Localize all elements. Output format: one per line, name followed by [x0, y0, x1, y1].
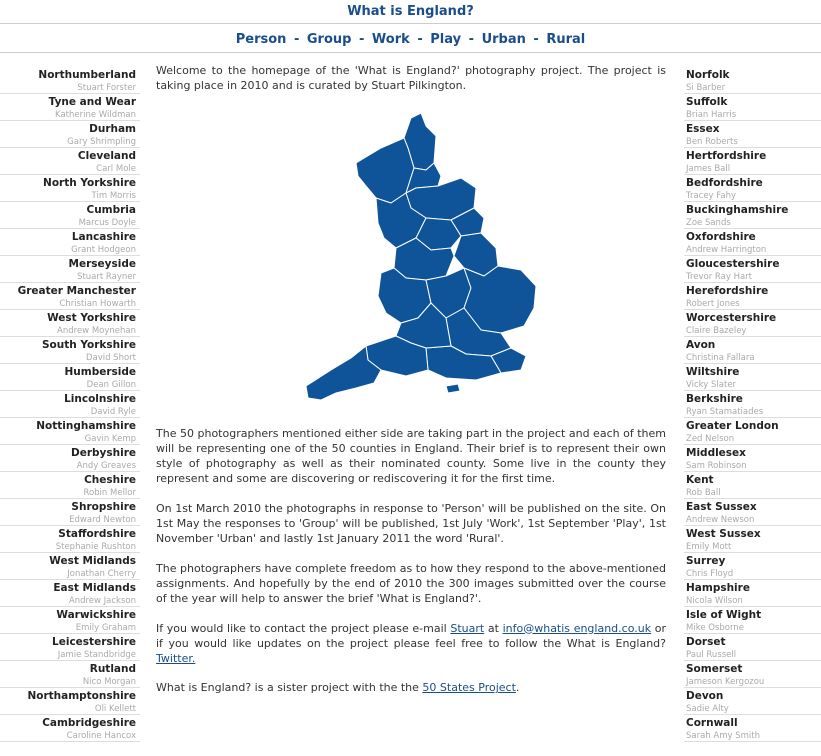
photographer-name: Andrew Newson	[686, 515, 755, 525]
email-link[interactable]: info@whatis england.co.uk	[502, 621, 652, 635]
county-list-item	[0, 202, 140, 229]
photographer-name: Caroline Hancox	[66, 731, 136, 741]
photographer-name: Stuart Rayner	[77, 272, 136, 282]
county-link[interactable]: Somerset	[686, 663, 743, 675]
county-link[interactable]: Norfolk	[686, 69, 730, 81]
county-link[interactable]: West Midlands	[49, 555, 136, 567]
county-link[interactable]: West Yorkshire	[47, 312, 136, 324]
nav-group[interactable]: Group	[306, 32, 352, 47]
county-link[interactable]: East Sussex	[686, 501, 757, 513]
county-link[interactable]: Warwickshire	[56, 609, 136, 621]
county-link[interactable]: Leicestershire	[52, 636, 136, 648]
body-paragraph-1: The 50 photographers mentioned either side are taking part in the project and each of them will be representing one of the 50 counties in England. Their brief is to represent their own style of photography as well as their nominated county. Some live in the county they represent and some are discovering or rediscovering it for the first time.	[156, 426, 666, 486]
photographer-name: Christina Fallara	[686, 353, 755, 363]
nav-separator: -	[358, 32, 365, 47]
county-link[interactable]: Northumberland	[38, 69, 136, 81]
county-link[interactable]: Staffordshire	[58, 528, 136, 540]
contact-text-a: If you would like to contact the project please e-mail	[156, 621, 451, 635]
county-list-item	[0, 499, 140, 526]
photographer-name: Gary Shrimpling	[67, 137, 136, 147]
fifty-states-link[interactable]: 50 States Project	[422, 681, 516, 695]
photographer-name: Andy Greaves	[76, 461, 136, 471]
county-link[interactable]: East Midlands	[53, 582, 136, 594]
county-link[interactable]: Cornwall	[686, 717, 738, 729]
county-link[interactable]: Rutland	[89, 663, 136, 675]
county-list-item	[0, 229, 140, 256]
county-list-item	[0, 634, 140, 661]
county-link[interactable]: Merseyside	[68, 258, 136, 270]
county-list-item	[0, 661, 140, 688]
county-list-item	[0, 310, 140, 337]
county-list-item	[684, 391, 821, 418]
county-list-item	[0, 418, 140, 445]
photographer-name: Andrew Harrington	[686, 245, 767, 255]
nav-play[interactable]: Play	[430, 32, 462, 47]
county-list-item	[684, 310, 821, 337]
county-list-item	[0, 445, 140, 472]
county-link[interactable]: Oxfordshire	[686, 231, 756, 243]
county-list-item	[684, 202, 821, 229]
stuart-link[interactable]: Stuart	[450, 621, 485, 635]
county-list-item	[0, 688, 140, 715]
photographer-name: James Ball	[686, 164, 731, 174]
county-link[interactable]: Tyne and Wear	[48, 96, 136, 108]
county-link[interactable]: West Sussex	[686, 528, 761, 540]
county-list-item	[684, 256, 821, 283]
photographer-name: Gavin Kemp	[84, 434, 136, 444]
photographer-name: Zoe Sands	[686, 218, 731, 228]
county-link[interactable]: Berkshire	[686, 393, 743, 405]
county-list-item	[684, 472, 821, 499]
county-list-item	[684, 661, 821, 688]
county-list-item	[684, 337, 821, 364]
photographer-name: Emily Mott	[686, 542, 732, 552]
nav-work[interactable]: Work	[371, 32, 410, 47]
county-list-item	[0, 526, 140, 553]
county-list-item	[0, 364, 140, 391]
county-list-item	[0, 94, 140, 121]
photographer-name: Brian Harris	[686, 110, 737, 120]
body-paragraph-3: The photographers have complete freedom as to how they respond to the above-mentioned assignments. And hopefully by the end of 2010 the 300 images submitted over the course of the year will help to answer the brief 'What is England?'.	[156, 561, 666, 606]
photographer-name: David Short	[85, 353, 136, 363]
county-list-item	[684, 553, 821, 580]
county-list-item	[684, 688, 821, 715]
county-list-item	[684, 121, 821, 148]
nav-urban[interactable]: Urban	[481, 32, 526, 47]
photographer-name: Andrew Jackson	[68, 596, 136, 606]
photographer-name: Tim Morris	[91, 191, 136, 201]
nav-separator: -	[417, 32, 423, 47]
main-content	[156, 63, 666, 710]
photographer-name: Sam Robinson	[686, 461, 747, 471]
contact-text-c: or if you would like updates on the project please feel free to follow the What is England?	[156, 621, 667, 650]
county-link[interactable]: Devon	[686, 690, 724, 702]
photographer-name: Dean Gillon	[86, 380, 136, 390]
photographer-name: Stephanie Rushton	[55, 542, 136, 552]
county-list-item	[684, 715, 821, 742]
photographer-name: Stuart Forster	[77, 83, 136, 93]
body-paragraph-2: On 1st March 2010 the photographs in response to 'Person' will be published on the site. On 1st May the responses to 'Group' will be published, 1st July 'Work', 1st September 'Play', 1st November 'Urban' and lastly 1st January 2011 the word 'Rural'.	[156, 501, 666, 546]
county-list-item	[0, 337, 140, 364]
intro-text: Welcome to the homepage of the 'What is England?' photography project. The project is taking place in 2010 and is curated by Stuart Pilkington.	[156, 64, 666, 93]
county-link[interactable]: Cleveland	[77, 150, 136, 162]
county-list-item	[0, 391, 140, 418]
photographer-name: Ben Roberts	[686, 137, 738, 147]
photographer-name: Grant Hodgeon	[71, 245, 136, 255]
county-list-item	[0, 256, 140, 283]
contact-paragraph	[156, 621, 666, 667]
county-list-item	[684, 418, 821, 445]
county-list-item	[0, 121, 140, 148]
site-title: What is England?	[0, 0, 821, 24]
county-list-item	[0, 175, 140, 202]
photographer-name: Jameson Kergozou	[686, 677, 765, 687]
nav-separator: -	[468, 32, 475, 47]
county-list-item	[684, 364, 821, 391]
nav-separator: -	[533, 32, 539, 47]
county-link[interactable]: Wiltshire	[686, 366, 740, 378]
contact-text-b: at	[484, 621, 503, 635]
photographer-name: Edward Newton	[69, 515, 136, 525]
photographer-name: Tracey Fahy	[686, 191, 737, 201]
photographer-name: Rob Ball	[686, 488, 721, 498]
sister-project-paragraph	[156, 680, 666, 695]
photographer-name: Si Barber	[686, 83, 726, 93]
photographer-name: Ryan Stamatiades	[686, 407, 764, 417]
county-link[interactable]: Durham	[89, 123, 136, 135]
photographer-name: Jamie Standbridge	[57, 650, 136, 660]
county-link[interactable]: Shropshire	[71, 501, 136, 513]
england-map-icon[interactable]	[286, 108, 556, 408]
county-link[interactable]: Lincolnshire	[64, 393, 136, 405]
county-link[interactable]: Cambridgeshire	[42, 717, 136, 729]
county-list-item	[684, 634, 821, 661]
county-link[interactable]: Humberside	[64, 366, 136, 378]
county-link[interactable]: Isle of Wight	[686, 609, 762, 621]
main-nav	[0, 27, 821, 53]
county-link[interactable]: Surrey	[686, 555, 726, 567]
photographer-name: Carl Mole	[96, 164, 136, 174]
photographer-name: Nico Morgan	[82, 677, 136, 687]
right-county-list	[684, 67, 821, 742]
county-link[interactable]: Derbyshire	[71, 447, 136, 459]
photographer-name: Robert Jones	[686, 299, 740, 309]
photographer-name: Vicky Slater	[686, 380, 737, 390]
county-list-item	[684, 229, 821, 256]
county-list-item	[0, 580, 140, 607]
photographer-name: Jonathan Cherry	[67, 569, 136, 579]
photographer-name: Sarah Amy Smith	[686, 731, 760, 741]
county-link[interactable]: Hertfordshire	[686, 150, 767, 162]
county-link[interactable]: South Yorkshire	[41, 339, 136, 351]
county-list-item	[0, 283, 140, 310]
county-link[interactable]: Dorset	[686, 636, 726, 648]
county-list-item	[684, 526, 821, 553]
county-list-item	[684, 607, 821, 634]
county-link[interactable]: Lancashire	[71, 231, 136, 243]
county-link[interactable]: Bedfordshire	[686, 177, 763, 189]
photographer-name: Christian Howarth	[59, 299, 136, 309]
county-list-item	[0, 607, 140, 634]
county-link[interactable]: Gloucestershire	[686, 258, 780, 270]
left-county-list	[0, 67, 140, 742]
twitter-link[interactable]: Twitter.	[156, 652, 196, 666]
county-list-item	[684, 175, 821, 202]
county-link[interactable]: North Yorkshire	[43, 177, 136, 189]
county-link[interactable]: Essex	[686, 123, 720, 135]
photographer-name: Robin Mellor	[83, 488, 136, 498]
county-link[interactable]: Buckinghamshire	[686, 204, 789, 216]
nav-separator: -	[293, 32, 300, 47]
sister-text-a: What is England? is a sister project with the the	[156, 681, 423, 695]
county-list-item	[684, 94, 821, 121]
nav-rural[interactable]: Rural	[546, 32, 586, 47]
county-list-item	[684, 580, 821, 607]
county-list-item	[684, 283, 821, 310]
county-list-item	[0, 148, 140, 175]
county-region[interactable]	[446, 384, 460, 393]
photographer-name: Zed Nelson	[686, 434, 735, 444]
county-link[interactable]: Cheshire	[84, 474, 136, 486]
photographer-name: Nicola Wilson	[686, 596, 743, 606]
photographer-name: Emily Graham	[75, 623, 136, 633]
county-list-item	[0, 715, 140, 742]
county-list-item	[684, 148, 821, 175]
county-link[interactable]: Suffolk	[686, 96, 728, 108]
county-link[interactable]: Avon	[686, 339, 716, 351]
county-link[interactable]: Greater Manchester	[17, 285, 136, 297]
photographer-name: Claire Bazeley	[686, 326, 747, 336]
photographer-name: Oli Kellett	[94, 704, 136, 714]
photographer-name: Chris Floyd	[686, 569, 734, 579]
county-link[interactable]: Greater London	[686, 420, 779, 432]
county-list-item	[0, 67, 140, 94]
photographer-name: Sadie Alty	[686, 704, 729, 714]
photographer-name: David Ryle	[90, 407, 136, 417]
county-list-item	[0, 553, 140, 580]
county-list-item	[0, 472, 140, 499]
county-link[interactable]: Nottinghamshire	[36, 420, 136, 432]
county-link[interactable]: Hampshire	[686, 582, 750, 594]
photographer-name: Marcus Doyle	[78, 218, 136, 228]
photographer-name: Mike Osborne	[686, 623, 744, 633]
county-list-item	[684, 67, 821, 94]
county-link[interactable]: Herefordshire	[686, 285, 769, 297]
county-link[interactable]: Northamptonshire	[27, 690, 136, 702]
county-list-item	[684, 499, 821, 526]
photographer-name: Paul Russell	[686, 650, 737, 660]
photographer-name: Katherine Wildman	[55, 110, 136, 120]
county-link[interactable]: Worcestershire	[686, 312, 777, 324]
nav-person[interactable]: Person	[235, 32, 287, 47]
county-link[interactable]: Middlesex	[686, 447, 746, 459]
county-list-item	[684, 445, 821, 472]
county-link[interactable]: Kent	[686, 474, 714, 486]
photographer-name: Andrew Moynehan	[57, 326, 136, 336]
county-link[interactable]: Cumbria	[86, 204, 136, 216]
photographer-name: Trevor Ray Hart	[686, 272, 752, 282]
sister-text-b: .	[515, 681, 520, 695]
